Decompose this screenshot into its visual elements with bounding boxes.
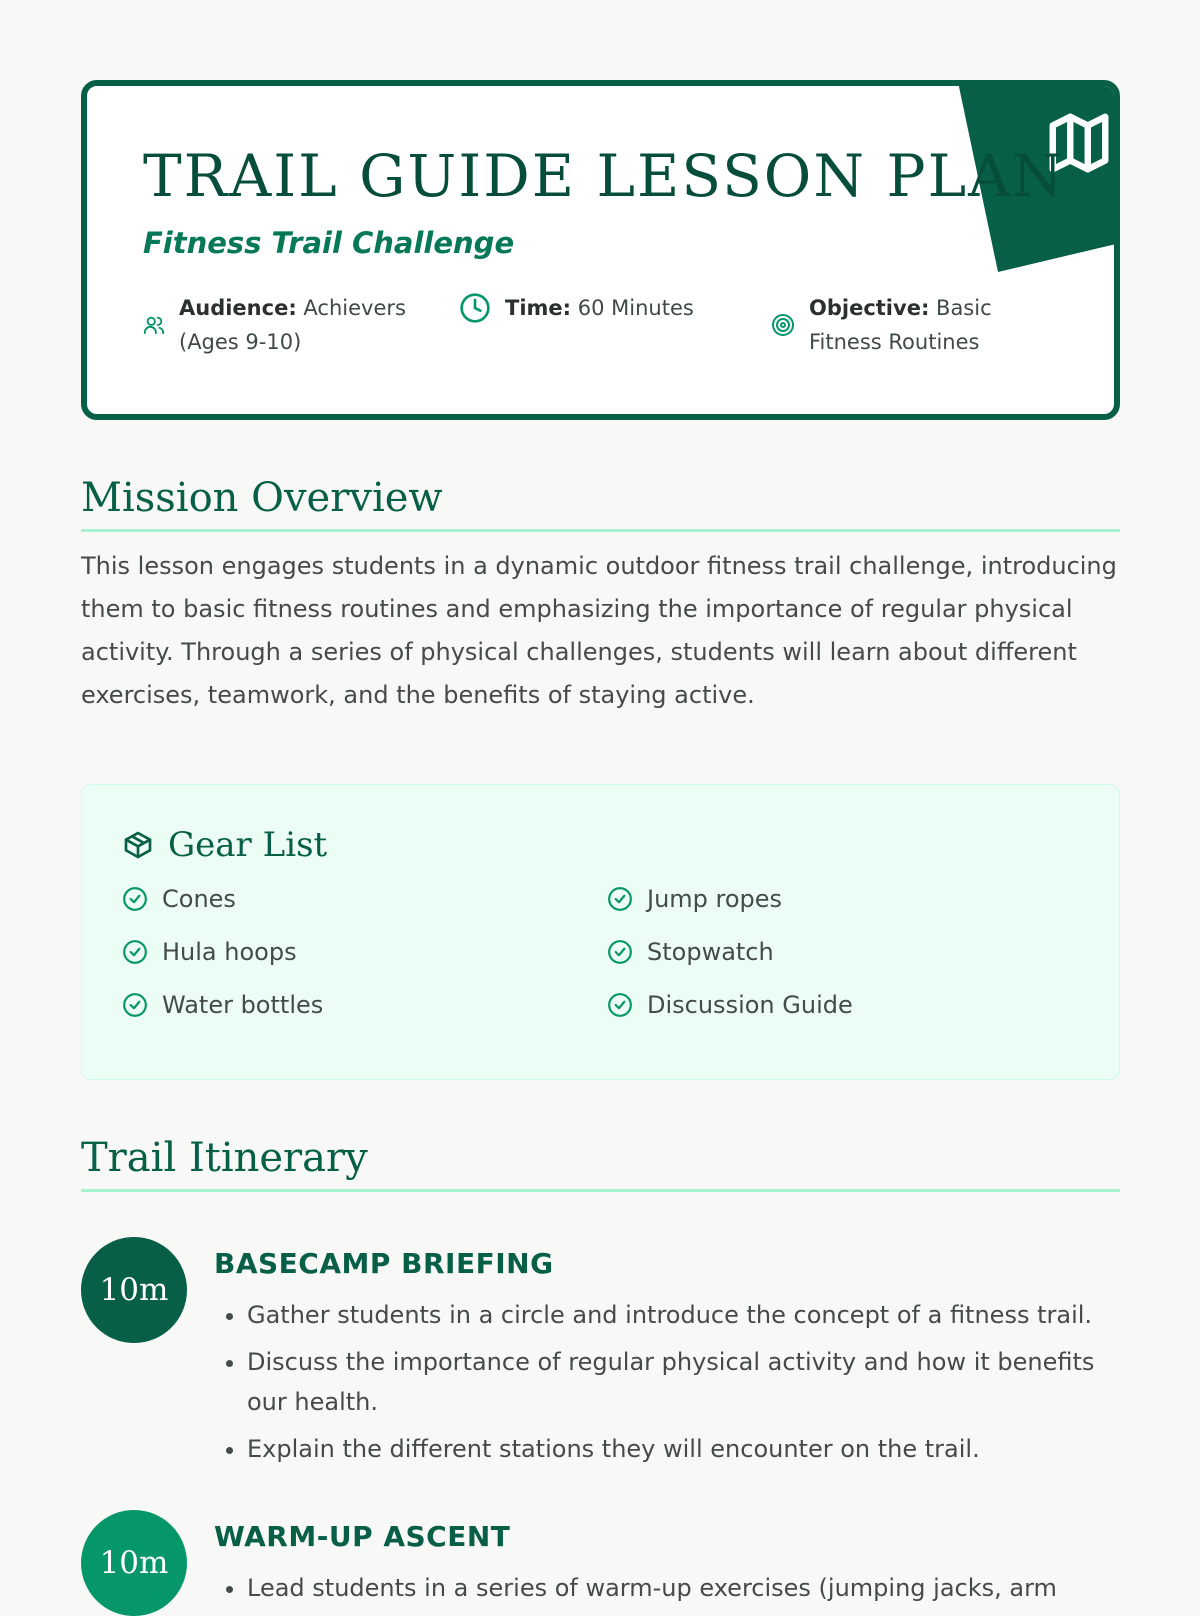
- audience-text: [179, 291, 443, 359]
- gear-item: [122, 885, 236, 913]
- duration-badge: 10m: [81, 1510, 187, 1616]
- time-value: 60 Minutes: [577, 296, 694, 320]
- meta-time: [459, 291, 759, 325]
- gear-item: [607, 938, 774, 966]
- gear-item: [122, 938, 297, 966]
- gear-heading: [122, 825, 327, 865]
- gear-item-label: Discussion Guide: [647, 991, 853, 1019]
- gear-item-label: Cones: [162, 885, 236, 913]
- audience-value: Achievers (Ages 9-10): [179, 296, 406, 354]
- meta-audience: [143, 291, 443, 359]
- lesson-plan-page: [81, 80, 1120, 1602]
- gear-list-box: [81, 784, 1120, 1080]
- check-circle-icon: [607, 992, 633, 1018]
- mission-text: This lesson engages students in a dynamic outdoor fitness trail challenge, introducing them to basic fitness routines and emphasizing the importance of regular physical activity. Through a series of physical challenges, students will learn about different exercises, teamwork, and the benefits of staying active.: [81, 552, 1117, 709]
- step-point: • Lead students in a series of warm-up exercises (jumping jacks, arm: [247, 1568, 1127, 1608]
- header-card: [81, 80, 1120, 420]
- page-subtitle: Fitness Trail Challenge: [143, 226, 515, 260]
- users-icon: [143, 314, 165, 336]
- gear-item-label: Stopwatch: [647, 938, 774, 966]
- check-circle-icon: [607, 939, 633, 965]
- target-icon: [771, 313, 795, 337]
- gear-item-label: Water bottles: [162, 991, 324, 1019]
- itinerary-heading: Trail Itinerary: [81, 1135, 1120, 1192]
- step-point: • Discuss the importance of regular physical activity and how it benefits our health.: [247, 1342, 1127, 1422]
- gear-item: [122, 991, 323, 1019]
- step-point: • Explain the different stations they will encounter on the trail.: [247, 1429, 1127, 1469]
- gear-item-label: Hula hoops: [162, 938, 297, 966]
- check-circle-icon: [607, 886, 633, 912]
- objective-value: Basic Fitness Routines: [809, 296, 992, 354]
- objective-label: Objective:: [809, 296, 930, 320]
- gear-item: [607, 885, 782, 913]
- step-point: • Gather students in a circle and introduce the concept of a fitness trail.: [247, 1295, 1127, 1335]
- time-label: Time:: [505, 296, 572, 320]
- step-title: WARM-UP ASCENT: [214, 1520, 511, 1553]
- mission-heading: Mission Overview: [81, 475, 1120, 532]
- step-points: [214, 1295, 1127, 1476]
- step-title: BASECAMP BRIEFING: [214, 1247, 554, 1280]
- step-points: [214, 1568, 1127, 1615]
- package-icon: [122, 829, 154, 861]
- meta-objective: [771, 291, 1071, 359]
- page-title: TRAIL GUIDE LESSON PLAN: [143, 142, 1065, 210]
- duration-badge: 10m: [81, 1237, 187, 1343]
- check-circle-icon: [122, 992, 148, 1018]
- clock-icon: [459, 292, 491, 324]
- gear-item-label: Jump ropes: [647, 885, 783, 913]
- check-circle-icon: [122, 886, 148, 912]
- gear-item: [607, 991, 853, 1019]
- gear-heading-text: Gear List: [168, 825, 328, 865]
- audience-label: Audience:: [179, 296, 297, 320]
- check-circle-icon: [122, 939, 148, 965]
- objective-text: [809, 291, 1071, 359]
- time-text: [505, 291, 694, 325]
